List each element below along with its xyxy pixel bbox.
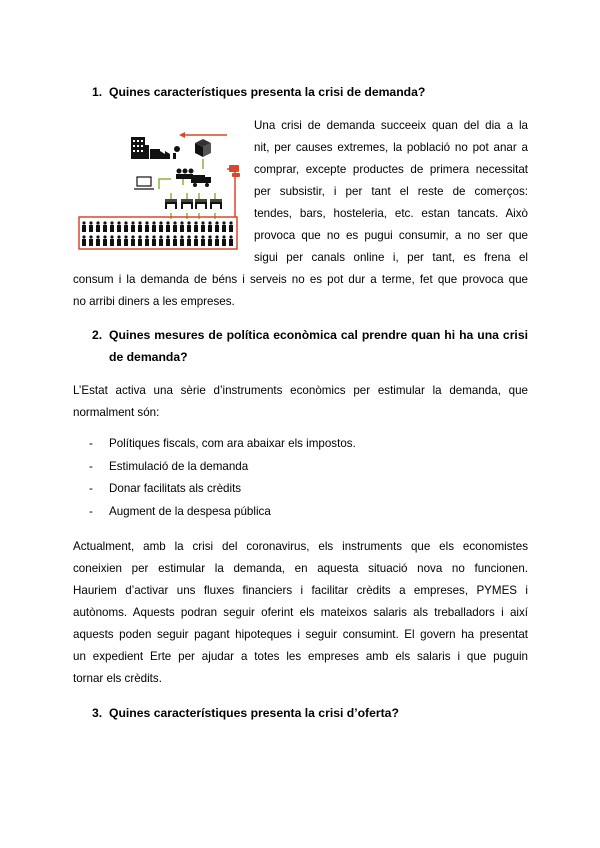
list-item-text: Polítiques fiscals, com ara abaixar els impostos.: [109, 437, 356, 450]
question-1-text: Quines característiques presenta la crisi de demanda?: [109, 85, 426, 99]
bullet-marker: -: [89, 504, 93, 518]
answer-1-line: consum i la demanda de béns i serveis no es pot dur a terme, fet que provoca que: [73, 273, 528, 286]
bullet-marker: -: [89, 459, 93, 473]
question-2-line-2: de demanda?: [109, 350, 188, 364]
bullet-marker: -: [89, 437, 93, 450]
question-1-number: 1.: [92, 85, 103, 99]
answer-1-full: [73, 269, 528, 313]
answer-1-line: tendes, bars, hosteleria, etc. estan tancats. Això: [254, 207, 528, 220]
paragraph-line: aquests poden seguir pagant hipoteques i seguir consumint. El govern ha presentat: [73, 628, 528, 641]
list-item-text: Estimulació de la demanda: [109, 459, 249, 473]
paragraph-line: coneixien per estimular la demanda, en aquesta situació nova no funcionen.: [73, 562, 528, 575]
answer-1-line: per subsistir, i per tant el reste de comerços:: [254, 185, 528, 198]
answer-1-line: comprar, excepte productes de primera necessitat: [254, 163, 528, 176]
answer-1-line: sigui per canals online i, per tant, es frena el: [254, 251, 528, 264]
question-2-number: 2.: [92, 328, 103, 342]
answer-1-line: Una crisi de demanda succeeix quan del dia a la: [254, 119, 528, 132]
question-3-text: Quines característiques presenta la crisi d’oferta?: [109, 706, 399, 720]
list-item-text: Augment de la despesa pública: [109, 504, 271, 518]
question-3-number: 3.: [92, 706, 103, 720]
bullet-marker: -: [89, 482, 93, 495]
answer-1-line: provoca que no es pugui consumir, a no ser que: [254, 229, 528, 242]
answer-2-intro-line: normalment són:: [73, 406, 160, 419]
paragraph-line: tornar els crèdits.: [73, 672, 162, 685]
question-2-line-1: Quines mesures de política econòmica cal prendre quan hi ha una crisi: [109, 328, 528, 342]
answer-1-line: no arribi diners a les empreses.: [73, 295, 235, 308]
paragraph-line: un expedient Erte per ajudar a totes les empreses amb els salaris i que puguin: [73, 650, 528, 663]
answer-2-intro: [73, 380, 528, 424]
paragraph-line: Actualment, amb la crisi del coronavirus, els instruments que els economistes: [73, 540, 528, 553]
answer-2-intro-line: L’Estat activa una sèrie d’instruments econòmics per estimular la demanda, que: [73, 384, 528, 397]
answer-1-line: nit, per causes extremes, la població no pot anar a: [254, 141, 528, 154]
answer-1-wrapped: [254, 115, 528, 269]
answer-2-paragraph: [73, 536, 528, 690]
list-item-text: Donar facilitats als crèdits: [109, 482, 242, 495]
economic-flow-diagram-icon: [75, 129, 241, 251]
paragraph-line: autònoms. Aquests podran seguir oferint els mateixos salaris als treballadors i així: [73, 606, 528, 619]
paragraph-line: Hauriem d’activar uns fluxes financiers i facilitar crèdits a empreses, PYMES i: [73, 584, 528, 597]
